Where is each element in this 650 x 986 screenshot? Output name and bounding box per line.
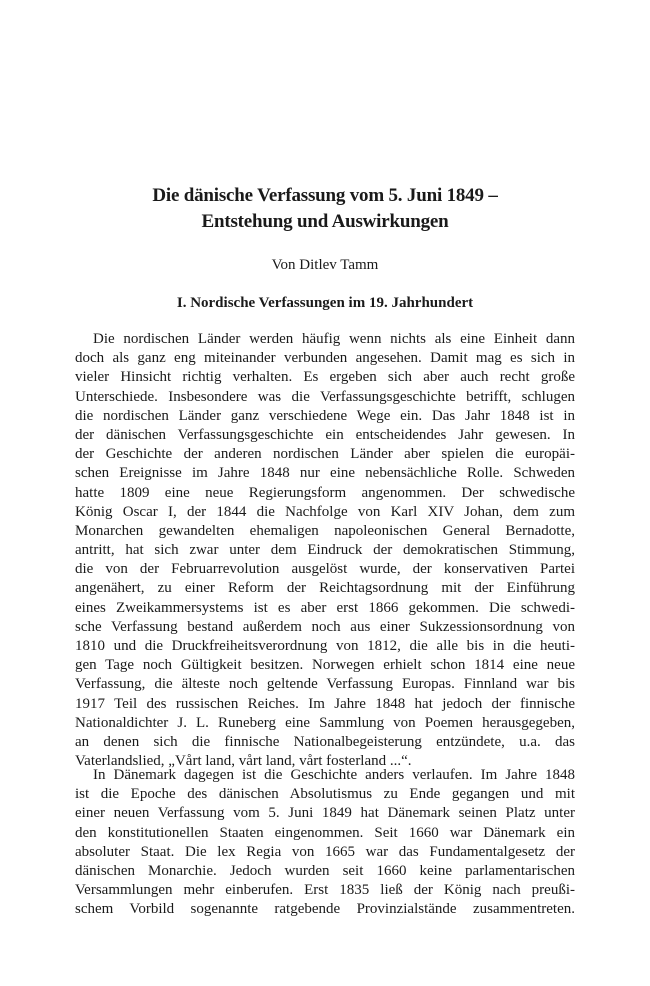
text-line: Versammlungen mehr einberufen. Erst 1835 ließ der König nach preußi- bbox=[75, 882, 575, 899]
text-line: Vaterlandslied, „Vårt land, vårt land, vårt fosterland ...“. bbox=[75, 753, 412, 770]
text-line: eines Zweikammersystems ist es aber erst 1866 gekommen. Die schwedi- bbox=[75, 599, 575, 616]
article-title-line-2: Entstehung und Auswirkungen bbox=[201, 211, 449, 232]
section-heading: I. Nordische Verfassungen im 19. Jahrhundert bbox=[176, 295, 474, 311]
text-line: Monarchen gewandelten ehemaligen napoleonischen General Bernadotte, bbox=[75, 522, 575, 539]
article-title-line-1: Die dänische Verfassung vom 5. Juni 1849 – bbox=[152, 185, 498, 206]
text-line: schen Ereignisse im Jahre 1848 nur eine nebensächliche Rolle. Schweden bbox=[75, 465, 575, 482]
text-line: Nationaldichter J. L. Runeberg eine Sammlung von Poemen herausgegeben, bbox=[75, 714, 575, 731]
author-byline: Von Ditlev Tamm bbox=[271, 257, 379, 273]
text-line: dänischen Monarchie. Jedoch wurden seit 1660 keine parlamentarischen bbox=[75, 862, 575, 879]
text-line: Unterschiede. Insbesondere was die Verfassungsgeschichte betrifft, schlugen bbox=[75, 388, 575, 405]
text-line: vieler Hinsicht richtig verhalten. Es ergeben sich aber auch recht große bbox=[75, 369, 575, 386]
text-line: antritt, hat sich zwar unter dem Eindruck der demokratischen Stimmung, bbox=[75, 542, 575, 559]
text-line: ist die Epoche des dänischen Absolutismus zu Ende gegangen und mit bbox=[75, 786, 575, 803]
text-line: gen Tage noch Gültigkeit besitzen. Norwegen erhielt schon 1814 eine neue bbox=[75, 657, 575, 674]
text-line: der dänischen Verfassungsgeschichte ein entscheidendes Jahr gewesen. In bbox=[75, 426, 575, 443]
text-line: 1810 und die Druckfreiheitsverordnung von 1812, die alle bis in die heuti- bbox=[75, 638, 575, 654]
text-line: einer neuen Verfassung vom 5. Juni 1849 hat Dänemark seinen Platz unter bbox=[75, 805, 575, 822]
text-line: schem Vorbild sogenannte ratgebende Provinzialstände zusammentreten. bbox=[75, 901, 575, 918]
text-line: König Oscar I, der 1844 die Nachfolge von Karl XIV Johan, dem zum bbox=[75, 503, 575, 520]
text-line: an denen sich die finnische Nationalbegeisterung entzündete, u.a. das bbox=[75, 733, 575, 750]
text-line: die von der Februarrevolution ausgelöst wurde, der konservativen Partei bbox=[75, 561, 575, 578]
text-line: die nordischen Länder ganz verschiedene Wege ein. Das Jahr 1848 ist in bbox=[75, 407, 575, 424]
text-line: doch als ganz eng miteinander verbunden angesehen. Damit mag es sich in bbox=[75, 350, 575, 367]
text-line: absoluter Staat. Die lex Regia von 1665 war das Fundamentalgesetz der bbox=[75, 843, 575, 860]
text-line: angenähert, zu einer Reform der Reichtagsordnung mit der Einführung bbox=[75, 580, 575, 597]
text-line: der Geschichte der anderen nordischen Länder aber spielen die europäi- bbox=[75, 446, 575, 463]
text-line: 1917 Teil des russischen Reiches. Im Jahre 1848 hat jedoch der finnische bbox=[75, 695, 575, 712]
text-line: Die nordischen Länder werden häufig wenn nichts als eine Einheit dann bbox=[93, 331, 575, 347]
paragraph-1 bbox=[75, 330, 575, 771]
paragraph-2 bbox=[75, 766, 575, 920]
text-line: hatte 1809 eine neue Regierungsform angenommen. Der schwedische bbox=[75, 484, 575, 501]
text-line: In Dänemark dagegen ist die Geschichte anders verlaufen. Im Jahre 1848 bbox=[93, 767, 575, 783]
text-line: Verfassung, die älteste noch geltende Verfassung Europas. Finnland war bis bbox=[75, 676, 575, 693]
text-line: sche Verfassung bestand außerdem noch aus einer Sukzessionsordnung von bbox=[75, 618, 575, 635]
text-line: den konstitutionellen Staaten eingenommen. Seit 1660 war Dänemark ein bbox=[75, 824, 575, 841]
